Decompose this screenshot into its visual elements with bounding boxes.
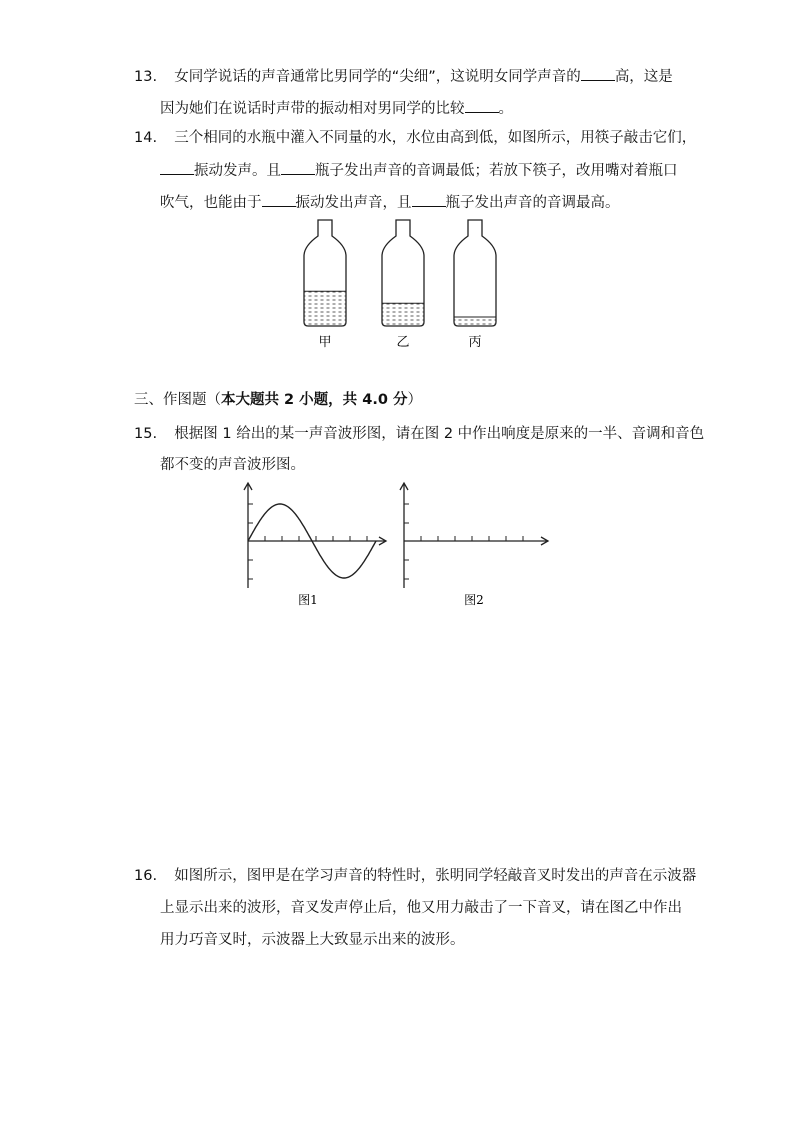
q16-text: 上显示出来的波形，音叉发声停止后，他又用力敲击了一下音叉，请在图乙中作出: [160, 900, 682, 916]
q14-blank-1[interactable]: [160, 160, 194, 175]
section3-prefix: 三、作图题（: [134, 392, 221, 408]
fig1-axes: [244, 483, 386, 588]
q14-text: 振动发声。且: [194, 163, 281, 179]
q15-text: 都不变的声音波形图。: [160, 457, 305, 473]
q13-number: 13.: [134, 69, 158, 85]
fig2-label: 图2: [464, 593, 484, 607]
q14-blank-2[interactable]: [281, 160, 315, 175]
section3-bold: 本大题共 2 小题，共 4.0 分: [221, 392, 408, 408]
q14-blank-4[interactable]: [412, 192, 446, 207]
bottle-label: 甲: [318, 335, 332, 350]
q16-line3: [160, 930, 465, 950]
q16-line2: [160, 898, 682, 918]
q15-text: 根据图 1 给出的某一声音波形图，请在图 2 中作出响度是原来的一半、音调和音色: [174, 426, 705, 442]
fig2-axes: [400, 483, 548, 588]
q14-text: 振动发出声音，且: [295, 195, 412, 211]
bottles-figure: [296, 218, 506, 353]
q14-text: 瓶子发出声音的音调最高。: [445, 195, 620, 211]
q14-blank-3[interactable]: [262, 192, 296, 207]
waveform-figure: [236, 480, 556, 615]
q16-text: 用力巧音叉时，示波器上大致显示出来的波形。: [160, 932, 465, 948]
q15-line1: [134, 424, 704, 444]
q14-text: 吹气，也能由于: [160, 195, 262, 211]
section3-heading: [134, 390, 422, 410]
q13-text: 因为她们在说话时声带的振动相对男同学的比较: [160, 101, 465, 117]
q13-blank-2[interactable]: [465, 98, 499, 113]
section3-suffix: ）: [407, 392, 422, 408]
q14-text: 三个相同的水瓶中灌入不同量的水，水位由高到低，如图所示，用筷子敲击它们，: [174, 130, 697, 146]
q16-number: 16.: [134, 868, 158, 884]
q14-line2: [160, 160, 678, 181]
q13-line2: [160, 98, 513, 119]
fig1-label: 图1: [298, 593, 318, 607]
q13-blank-1[interactable]: [581, 66, 615, 81]
q13-text: 高，这是: [614, 69, 673, 85]
q14-line3: [160, 192, 620, 213]
bottle-outline: [454, 220, 496, 326]
q13-text: 女同学说话的声音通常比男同学的“尖细”，这说明女同学声音的: [174, 69, 581, 85]
q13-text: 。: [498, 101, 513, 117]
q15-line2: [160, 455, 305, 475]
bottle-label: 乙: [396, 335, 410, 350]
q14-number: 14.: [134, 130, 158, 146]
bottle-water: [382, 303, 424, 326]
bottle-label: 丙: [468, 335, 482, 350]
q13-line1: [134, 66, 673, 87]
q16-line1: [134, 866, 696, 886]
q16-text: 如图所示，图甲是在学习声音的特性时，张明同学轻敲音叉时发出的声音在示波器: [174, 868, 697, 884]
q14-text: 瓶子发出声音的音调最低；若放下筷子，改用嘴对着瓶口: [315, 163, 678, 179]
q15-number: 15.: [134, 426, 158, 442]
bottle-water: [454, 317, 496, 326]
q14-line1: [134, 128, 696, 148]
bottle-water: [304, 291, 346, 326]
